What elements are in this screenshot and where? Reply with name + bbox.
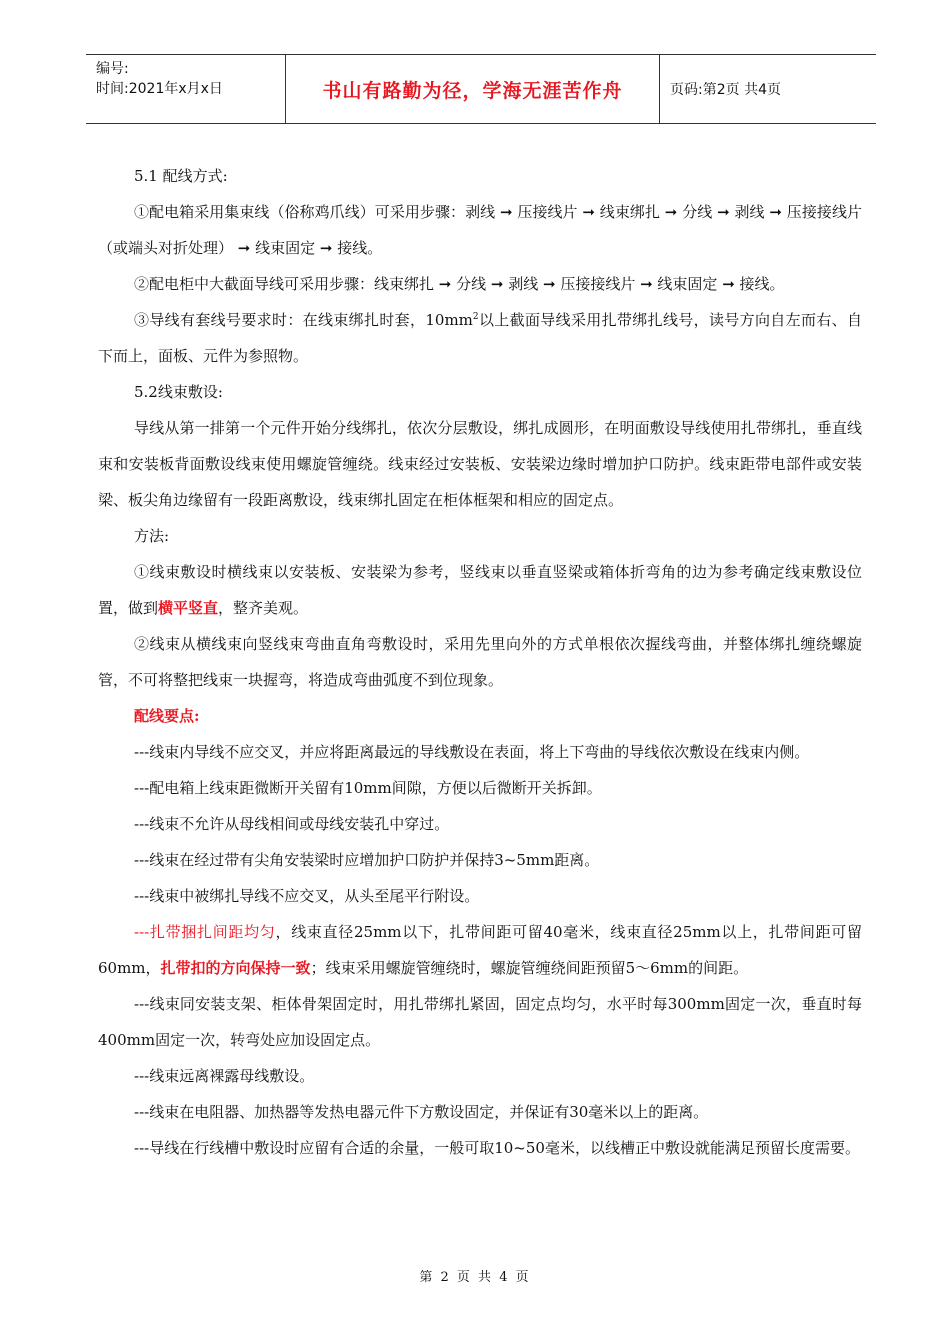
point-6-prefix: --- xyxy=(134,923,150,941)
point-2: ---配电箱上线束距微断开关留有10mm间隙，方便以后微断开关拆卸。 xyxy=(134,779,602,797)
p3-text-a: ③导线有套线号要求时：在线束绑扎时套，10mm xyxy=(134,311,473,329)
page-footer: 第 2 页 共 4 页 xyxy=(419,1270,531,1285)
highlight-horizontal-vertical: 横平竖直 xyxy=(158,599,219,617)
paragraph-method-1: ①配电箱采用集束线（俗称鸡爪线）可采用步骤：剥线 ➞ 压接线片 ➞ 线束绑扎 ➞ 分线 ➞ 剥线 ➞ 压接接线片（或端头对折处理） ➞ 线束固定 ➞ 接线。 xyxy=(98,203,862,257)
point-6-text: ，线束直径25mm以下，扎带间距可留40毫米，线束直径25mm以上，扎带间距可留60mm， xyxy=(98,923,862,977)
p5-text-a: ①线束敷设时横线束以安装板、安装梁为参考，竖线束以垂直竖梁或箱体折弯角的边为参考确定线束敷设位置，做到 xyxy=(98,563,862,617)
paragraph-method-2: ②配电柜中大截面导线可采用步骤：线束绑扎 ➞ 分线 ➞ 剥线 ➞ 压接接线片 ➞ 线束固定 ➞ 接线。 xyxy=(134,275,785,293)
paragraph-method-3 xyxy=(98,302,862,374)
document-number-label: 编号: xyxy=(96,61,129,77)
document-time: 时间:2021年x月x日 xyxy=(96,81,223,97)
paragraph-wiring-intro: 导线从第一排第一个元件开始分线绑扎，依次分层敷设，绑扎成圆形，在明面敷设导线使用扎带绑扎，垂直线束和安装板背面敷设线束使用螺旋管缠绕。线束经过安装板、安装梁边缘时增加护口防护。线束距带电部件或安装梁、板尖角边缘留有一段距离敷设，线束绑扎固定在柜体框架和相应的固定点。 xyxy=(98,419,862,509)
method-label: 方法: xyxy=(134,527,170,545)
header-meta xyxy=(86,55,286,123)
point-5: ---线束中被绑扎导线不应交叉，从头至尾平行附设。 xyxy=(134,887,480,905)
point-6 xyxy=(98,914,862,986)
header-page-info: 页码:第2页 共4页 xyxy=(670,82,781,98)
paragraph-step-2: ②线束从横线束向竖线束弯曲直角弯敷设时，采用先里向外的方式单根依次握线弯曲，并整体绑扎缠绕螺旋管，不可将整把线束一块握弯，将造成弯曲弧度不到位现象。 xyxy=(98,635,862,689)
paragraph-step-1 xyxy=(98,554,862,626)
point-6-highlight: 扎带捆扎间距均匀 xyxy=(149,923,276,941)
section-5-1-title: 5.1 配线方式: xyxy=(134,167,228,185)
point-6-end: ；线束采用螺旋管缠绕时，螺旋管缠绕间距预留5～6mm的间距。 xyxy=(310,959,749,977)
section-5-2-title: 5.2线束敷设: xyxy=(134,383,223,401)
point-7: ---线束同安装支架、柜体骨架固定时，用扎带绑扎紧固，固定点均匀，水平时每300mm固定一次，垂直时每400mm固定一次，转弯处应加设固定点。 xyxy=(98,995,862,1049)
point-8: ---线束远离裸露母线敷设。 xyxy=(134,1067,315,1085)
document-body xyxy=(98,158,862,1166)
point-4: ---线束在经过带有尖角安装梁时应增加护口防护并保持3~5mm距离。 xyxy=(134,851,600,869)
wiring-points-title: 配线要点: xyxy=(134,707,200,725)
point-1: ---线束内导线不应交叉，并应将距离最远的导线敷设在表面，将上下弯曲的导线依次敷设在线束内侧。 xyxy=(134,743,810,761)
p3-text-b: 以上截面导线采用扎带绑扎线号，读号方向自左而右、自下而上，面板、元件为参照物。 xyxy=(98,311,862,365)
point-3: ---线束不允许从母线相间或母线安装孔中穿过。 xyxy=(134,815,450,833)
p5-text-b: ，整齐美观。 xyxy=(218,599,309,617)
page-header xyxy=(86,54,876,124)
p3-superscript: 2 xyxy=(472,312,479,322)
point-10: ---导线在行线槽中敷设时应留有合适的余量，一般可取10~50毫米，以线槽正中敷设就能满足预留长度需要。 xyxy=(134,1139,860,1157)
point-9: ---线束在电阻器、加热器等发热电器元件下方敷设固定，并保证有30毫米以上的距离。 xyxy=(134,1103,709,1121)
point-6-bold-highlight: 扎带扣的方向保持一致 xyxy=(160,959,311,977)
header-motto: 书山有路勤为径，学海无涯苦作舟 xyxy=(286,55,660,123)
